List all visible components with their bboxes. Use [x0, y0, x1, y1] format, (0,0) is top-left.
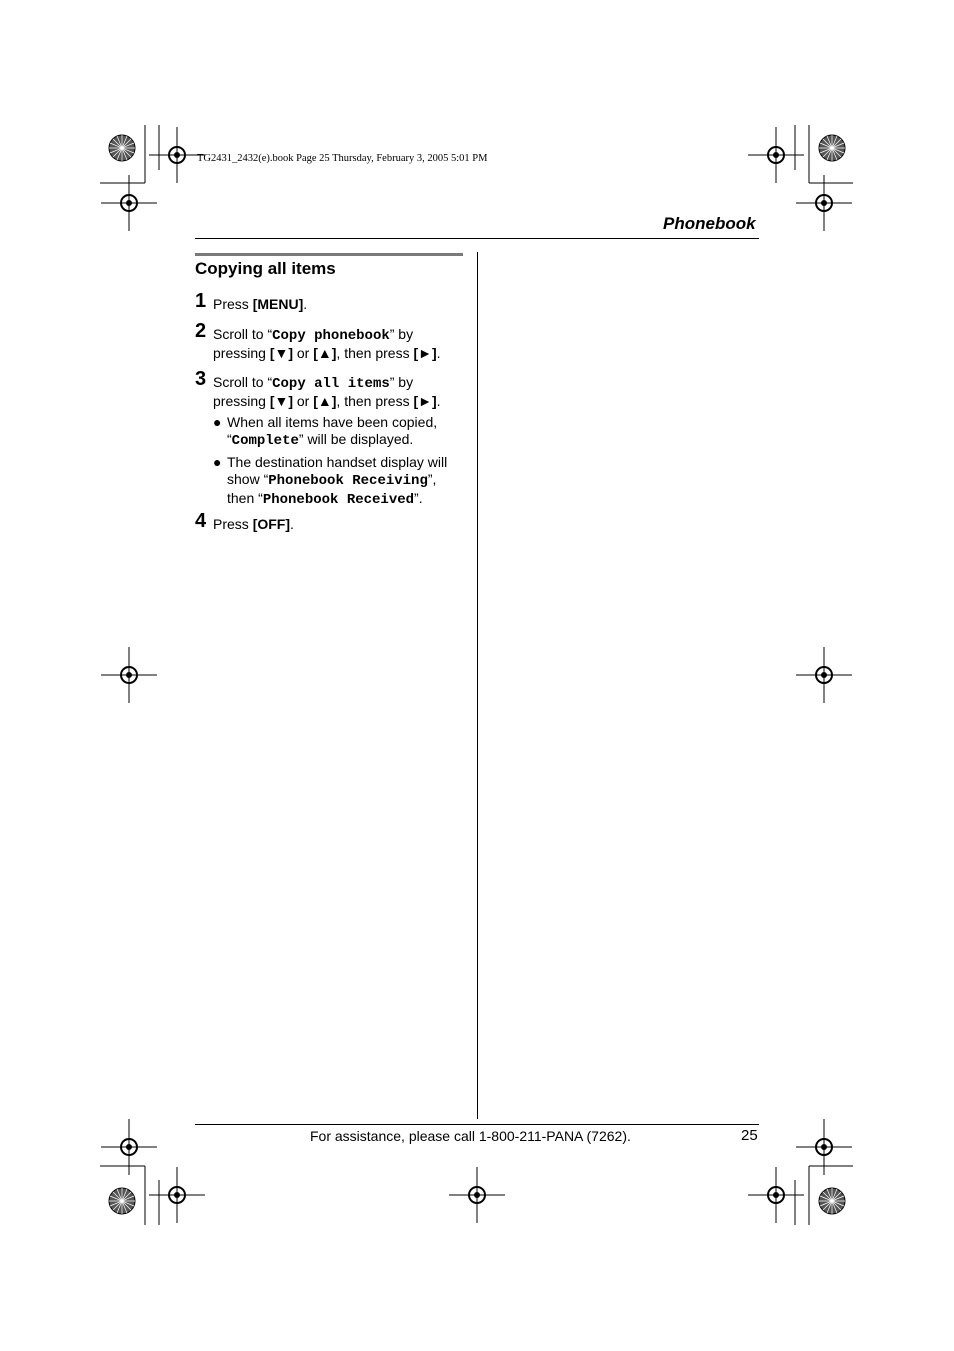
step-instruction: Scroll to “Copy all items” by pressing [▼] or [▲], then press [►].	[213, 374, 441, 409]
bullet-item: ● The destination handset display will show “Phonebook Receiving”, then “Phonebook Received”.	[213, 454, 448, 508]
up-key: [▲]	[313, 345, 337, 361]
display-text: Phonebook Received	[262, 492, 415, 508]
footer-assistance-text: For assistance, please call 1-800-211-PANA (7262).	[310, 1128, 631, 1144]
display-text: Complete	[231, 433, 299, 449]
file-header: TG2431_2432(e).book Page 25 Thursday, February 3, 2005 5:01 PM	[197, 153, 488, 164]
step-text: Press [MENU].	[213, 296, 308, 312]
down-key: [▼]	[269, 393, 293, 409]
bullet-dot: ●	[213, 414, 222, 430]
step-number: 4	[195, 510, 207, 532]
header-rule	[195, 238, 759, 239]
display-text: Phonebook Receiving	[268, 473, 428, 489]
bullet-item: ● When all items have been copied, “Complete” will be displayed.	[213, 414, 438, 449]
page-number: 25	[741, 1127, 758, 1144]
display-text: Copy phonebook	[272, 328, 390, 344]
bullet-dot: ●	[213, 454, 222, 470]
display-text: Copy all items	[272, 376, 390, 392]
page-heading: Copying all items	[195, 259, 336, 278]
off-key: [OFF]	[252, 516, 291, 532]
step-number: 2	[195, 320, 207, 342]
right-key: [►]	[413, 345, 437, 361]
step-text: Press [OFF].	[213, 516, 294, 532]
step-number: 1	[195, 290, 207, 312]
menu-key: [MENU]	[252, 296, 304, 312]
right-key: [►]	[413, 393, 437, 409]
up-key: [▲]	[313, 393, 337, 409]
heading-rule	[195, 253, 463, 256]
footer-rule	[195, 1124, 759, 1125]
step-text: Scroll to “Copy phonebook” by pressing [▼] or [▲], then press [►].	[213, 326, 441, 361]
column-divider	[477, 252, 478, 1119]
step-number: 3	[195, 368, 207, 390]
step-text	[213, 374, 465, 509]
down-key: [▼]	[269, 345, 293, 361]
section-title: Phonebook	[663, 214, 756, 233]
